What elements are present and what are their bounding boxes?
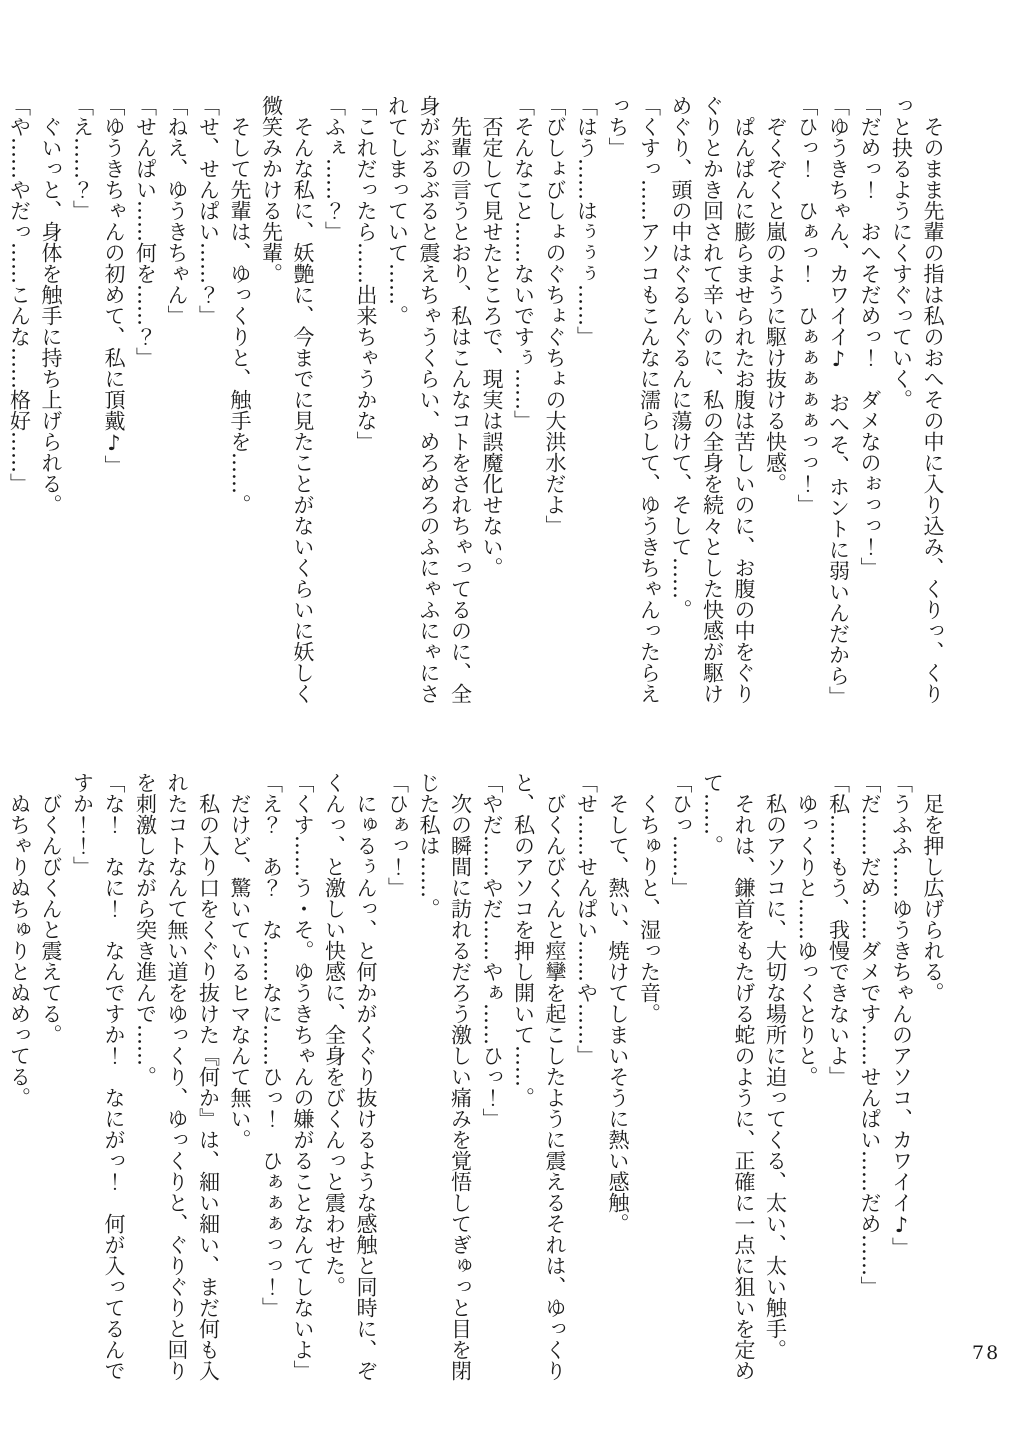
paragraph: びくんびくんと痙攣を起こしたように震えるそれは、ゆっくりと、私のアソコを押し開いて……。 (511, 772, 567, 1381)
paragraph: にゅるぅんっ、と何かがくぐり抜けるような感触と同時に、ぞくんっ、と激しい快感に、全身をびくんっと震わせた。 (322, 772, 378, 1381)
paragraph: そんな私に、妖艶に、今までに見たことがないくらいに妖しく微笑みかける先輩。 (259, 95, 315, 704)
paragraph: 「やだ……やだ……やぁ……ひっ！」 (480, 772, 504, 1129)
paragraph: 「ひっ！ ひぁっ！ ひぁぁぁぁぁっっ！」 (795, 95, 819, 515)
paragraph: 先輩の言うとおり、私はこんなコトをされちゃってるのに、全身がぶるぶると震えちゃうくらい、めろめろのふにゃふにゃにされてしまっていて……。 (385, 95, 473, 704)
top-text-block (7, 95, 948, 708)
paragraph: 「ねえ、ゆうきちゃん」 (165, 95, 189, 326)
paragraph: それは、鎌首をもたげる蛇のように、正確に一点に狙いを定めて……。 (700, 772, 756, 1381)
paragraph: 「ゆうきちゃん、カワイイ♪ おへそ、ホントに弱いんだから」 (826, 95, 851, 707)
paragraph: 「ふぇ……？」 (322, 95, 347, 242)
bottom-text-block (7, 772, 948, 1385)
paragraph: 「ひぁっ！」 (385, 772, 410, 898)
paragraph: 「はう……はぅぅぅ……」 (574, 95, 599, 347)
paragraph: だけど、驚いているヒマなんて無い。 (228, 793, 252, 1150)
paragraph: 「だめっ！ おへそだめっ！ ダメなのぉっっ！」 (858, 95, 882, 578)
paragraph: そのまま先輩の指は私のおへその中に入り込み、くりっ、くりっと抉るようにくすぐっていく。 (889, 95, 945, 704)
paragraph: くちゅりと、湿った音。 (637, 793, 662, 1024)
paragraph: 「ゆうきちゃんの初めて、私に頂戴♪」 (102, 95, 126, 476)
paragraph: 私のアソコに、大切な場所に迫ってくる、太い、太い触手。 (763, 793, 788, 1360)
paragraph: 「だ……だめ……ダメです……せんぱい……だめ……」 (858, 772, 882, 1297)
paragraph: 「ひっ……」 (669, 772, 693, 898)
page-number: 78 (972, 1342, 1001, 1364)
paragraph: 「せ……せんぱい……や……」 (574, 772, 599, 1066)
paragraph: 「これだったら……出来ちゃうかな」 (354, 95, 378, 452)
paragraph: 「え……？」 (70, 95, 95, 221)
paragraph: 「せ、せんぱい……？」 (196, 95, 221, 326)
paragraph: 否定して見せたところで、現実は誤魔化せない。 (480, 116, 504, 578)
paragraph: 私の入り口をくぐり抜けた『何か』は、細い細い、まだ何も入れたコトなんて無い道をゆっくり、ゆっくりと、ぐりぐりと回りを刺激しながら突き進んで……。 (133, 772, 221, 1381)
paragraph: びくんびくんと震えてる。 (39, 793, 63, 1045)
paragraph: 「私……もう、我慢できないよ」 (826, 772, 851, 1087)
paragraph: そして先輩は、ゆっくりと、触手を……。 (228, 116, 252, 515)
paragraph: 足を押し広げられる。 (921, 793, 945, 1003)
paragraph: 「そんなこと……ないですぅ……」 (511, 95, 536, 431)
paragraph: 「な！ なに！ なんですか！ なにがっ！ 何が入ってるんですか！！」 (70, 772, 126, 1381)
paragraph: 「くすっ……アソコもこんなに濡らして、ゆうきちゃんったらえっち」 (606, 95, 662, 704)
paragraph: ぬちゃりぬちゅりとぬめってる。 (7, 793, 32, 1108)
paragraph: 「せんぱい……何を……？」 (133, 95, 158, 368)
paragraph: 次の瞬間に訪れるだろう激しい痛みを覚悟してぎゅっと目を閉じた私は……。 (417, 772, 473, 1381)
paragraph: 「え？ あ？ な……なに……ひっ！ ひぁぁぁっっ！」 (259, 772, 284, 1318)
paragraph: 「くす……う・そ。ゆうきちゃんの嫌がることなんてしないよ」 (291, 772, 315, 1381)
paragraph: ぱんぱんに膨らませられたお腹は苦しいのに、お腹の中をぐりぐりとかき回されて辛いのに、私の全身を続々とした快感が駆けめぐり、頭の中はぐるんぐるんに蕩けて、そして……。 (669, 95, 756, 704)
paragraph: ぞくぞくと嵐のように駆け抜ける快感。 (763, 116, 788, 494)
paragraph: 「や……やだっ……こんな……格好……」 (7, 95, 32, 494)
paragraph: ぐいっと、身体を触手に持ち上げられる。 (39, 116, 63, 515)
paragraph: 「うふふ……ゆうきちゃんのアソコ、カワイイ♪」 (889, 772, 914, 1258)
paragraph: そして、熱い、焼けてしまいそうに熱い感触。 (606, 793, 630, 1234)
paragraph: 「びしょびしょのぐちょぐちょの大洪水だよ」 (543, 95, 567, 536)
paragraph: ゆっくりと……ゆっくとりと。 (795, 793, 819, 1087)
